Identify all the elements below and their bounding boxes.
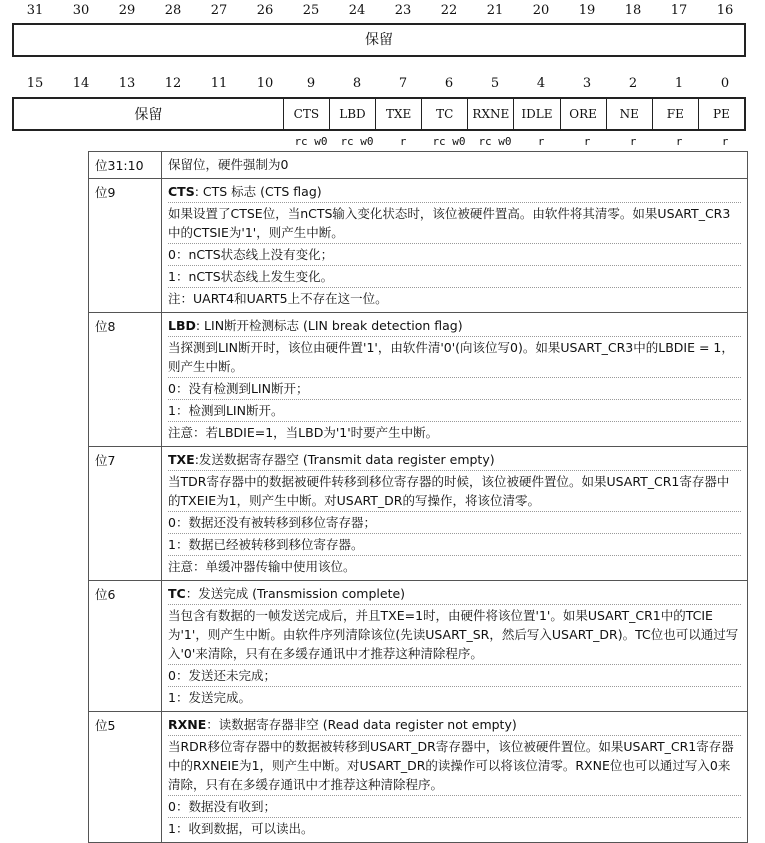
field-ore: ORE <box>560 99 606 129</box>
description-line <box>168 512 741 534</box>
line-text: 1：nCTS状态线上发生变化。 <box>168 269 334 284</box>
line-text: 当探测到LIN断开时，该位由硬件置'1'，由软件清'0'(向该位写0)。如果USART_CR3中的LBDIE = 1，则产生中断。 <box>168 340 734 374</box>
access-spacer <box>12 135 58 148</box>
field-ne: NE <box>606 99 652 129</box>
top-reserved-field: 保留 <box>12 23 746 57</box>
bit-number: 26 <box>256 3 274 18</box>
line-text: ：发送完成 (Transmission complete) <box>185 586 406 601</box>
line-text: 当TDR寄存器中的数据被硬件转移到移位寄存器的时候，该位被硬件置位。如果USART_CR1寄存器中的TXEIE为1，则产生中断。对USART_DR的写操作，将该位清零。 <box>168 474 730 508</box>
bit-number: 0 <box>720 76 730 91</box>
bit-number: 4 <box>536 76 546 91</box>
line-text: 0：数据没有收到； <box>168 799 276 814</box>
description-line <box>168 583 741 605</box>
bit-description <box>162 152 748 179</box>
field-rxne: RXNE <box>467 99 513 129</box>
bottom-field-row <box>12 97 746 131</box>
field-txe: TXE <box>375 99 421 129</box>
line-text: 1：发送完成。 <box>168 690 251 705</box>
description-line <box>168 244 741 266</box>
bit-number: 16 <box>716 3 734 18</box>
description-line <box>168 449 741 471</box>
field-pe: PE <box>698 99 744 129</box>
field-cts: CTS <box>283 99 329 129</box>
access-type: r <box>721 135 729 148</box>
description-line <box>168 605 741 665</box>
field-tc: TC <box>421 99 467 129</box>
bit-number: 18 <box>624 3 642 18</box>
field-title: TC <box>168 586 186 601</box>
bit-description <box>162 712 748 843</box>
bit-number: 5 <box>490 76 500 91</box>
bit-number: 15 <box>26 76 44 91</box>
bit-number: 13 <box>118 76 136 91</box>
bottom-reserved-field: 保留 <box>134 107 163 123</box>
description-line <box>168 736 741 796</box>
line-text: : CTS 标志 (CTS flag) <box>194 184 322 199</box>
bit-number: 21 <box>486 3 504 18</box>
field-lbd: LBD <box>329 99 375 129</box>
bit-description <box>162 179 748 313</box>
line-text: 当RDR移位寄存器中的数据被转移到USART_DR寄存器中，该位被硬件置位。如果USART_CR1寄存器中的RXNEIE为1，则产生中断。对USART_DR的读操作可以将该位清零。RXNE位也可以通过写入0来清除，只有在多缓存通讯中才推荐这种清除程序。 <box>168 739 734 792</box>
bit-description-table <box>88 151 748 843</box>
description-line <box>168 154 741 175</box>
bit-number: 1 <box>674 76 684 91</box>
bit-number: 19 <box>578 3 596 18</box>
description-line <box>168 556 741 577</box>
description-line <box>168 203 741 244</box>
description-line <box>168 818 741 839</box>
description-line <box>168 378 741 400</box>
bit-label: 位5 <box>89 712 162 843</box>
line-text: 1：数据已经被转移到移位寄存器。 <box>168 537 364 552</box>
description-line <box>168 337 741 378</box>
line-text: 注：UART4和UART5上不存在这一位。 <box>168 291 388 306</box>
bit-number: 7 <box>398 76 408 91</box>
line-text: 1：收到数据，可以读出。 <box>168 821 314 836</box>
access-type: rc w0 <box>294 135 328 148</box>
field-idle: IDLE <box>513 99 559 129</box>
access-spacer <box>104 135 150 148</box>
table-row <box>89 581 748 712</box>
table-row <box>89 179 748 313</box>
bit-number: 31 <box>26 3 44 18</box>
bit-number: 9 <box>306 76 316 91</box>
description-line <box>168 534 741 556</box>
description-line <box>168 181 741 203</box>
line-text: 0：数据还没有被转移到移位寄存器； <box>168 515 376 530</box>
line-text: 当包含有数据的一帧发送完成后，并且TXE=1时，由硬件将该位置'1'。如果USART_CR1中的TCIE为'1'，则产生中断。由软件序列清除该位(先读USART_SR，然后写入USART_DR)。TC位也可以通过写入'0'来清除，只有在多缓存通讯中才推荐这种清除程序。 <box>168 608 739 661</box>
field-fe: FE <box>652 99 698 129</box>
bit-description <box>162 447 748 581</box>
bit-number: 28 <box>164 3 182 18</box>
bit-number: 30 <box>72 3 90 18</box>
line-text: 注意：单缓冲器传输中使用该位。 <box>168 559 356 574</box>
top-bit-numbers <box>12 3 748 18</box>
access-type: rc w0 <box>340 135 374 148</box>
access-type: r <box>629 135 637 148</box>
bit-number: 27 <box>210 3 228 18</box>
bit-number: 22 <box>440 3 458 18</box>
line-text: 0：没有检测到LIN断开； <box>168 381 309 396</box>
bit-number: 17 <box>670 3 688 18</box>
bit-number: 24 <box>348 3 366 18</box>
access-type: r <box>537 135 545 148</box>
access-type: r <box>675 135 683 148</box>
line-text: 注意：若LBDIE=1，当LBD为'1'时要产生中断。 <box>168 425 439 440</box>
description-line <box>168 315 741 337</box>
bit-description <box>162 313 748 447</box>
bit-number: 12 <box>164 76 182 91</box>
bit-label: 位7 <box>89 447 162 581</box>
table-row <box>89 313 748 447</box>
field-title: TXE <box>168 452 195 467</box>
access-spacer <box>242 135 288 148</box>
access-spacer <box>58 135 104 148</box>
bit-number: 3 <box>582 76 592 91</box>
description-line <box>168 422 741 443</box>
bit-number: 6 <box>444 76 454 91</box>
line-text: 0：nCTS状态线上没有变化； <box>168 247 334 262</box>
description-line <box>168 266 741 288</box>
bit-number: 25 <box>302 3 320 18</box>
description-line <box>168 687 741 708</box>
bit-number: 14 <box>72 76 90 91</box>
line-text: :发送数据寄存器空 (Transmit data register empty) <box>194 452 495 467</box>
access-spacer <box>150 135 196 148</box>
access-type: r <box>583 135 591 148</box>
bit-label: 位9 <box>89 179 162 313</box>
line-text: : LIN断开检测标志 (LIN break detection flag) <box>195 318 463 333</box>
bit-label: 位6 <box>89 581 162 712</box>
description-line <box>168 665 741 687</box>
access-type: r <box>399 135 407 148</box>
table-row <box>89 712 748 843</box>
description-line <box>168 796 741 818</box>
access-type: rc w0 <box>432 135 466 148</box>
access-spacer <box>196 135 242 148</box>
bit-number: 8 <box>352 76 362 91</box>
line-text: 1：检测到LIN断开。 <box>168 403 284 418</box>
access-row <box>12 135 748 148</box>
line-text: 如果设置了CTSE位，当nCTS输入变化状态时，该位被硬件置高。由软件将其清零。如果USART_CR3中的CTSIE为'1'，则产生中断。 <box>168 206 731 240</box>
line-text: 保留位，硬件强制为0 <box>168 157 289 172</box>
line-text: ：读数据寄存器非空 (Read data register not empty) <box>206 717 517 732</box>
description-line <box>168 288 741 309</box>
table-row <box>89 152 748 179</box>
access-type: rc w0 <box>478 135 512 148</box>
field-title: RXNE <box>168 717 207 732</box>
description-line <box>168 400 741 422</box>
bit-description <box>162 581 748 712</box>
bit-label: 位31:10 <box>89 152 162 179</box>
bit-number: 11 <box>210 76 228 91</box>
bit-number: 10 <box>256 76 274 91</box>
bit-label: 位8 <box>89 313 162 447</box>
bottom-bit-numbers <box>12 76 748 91</box>
description-line <box>168 714 741 736</box>
bit-number: 29 <box>118 3 136 18</box>
description-line <box>168 471 741 512</box>
bit-number: 20 <box>532 3 550 18</box>
field-title: LBD <box>168 318 196 333</box>
bit-number: 23 <box>394 3 412 18</box>
field-title: CTS <box>168 184 195 199</box>
bit-number: 2 <box>628 76 638 91</box>
line-text: 0：发送还未完成； <box>168 668 276 683</box>
table-row <box>89 447 748 581</box>
